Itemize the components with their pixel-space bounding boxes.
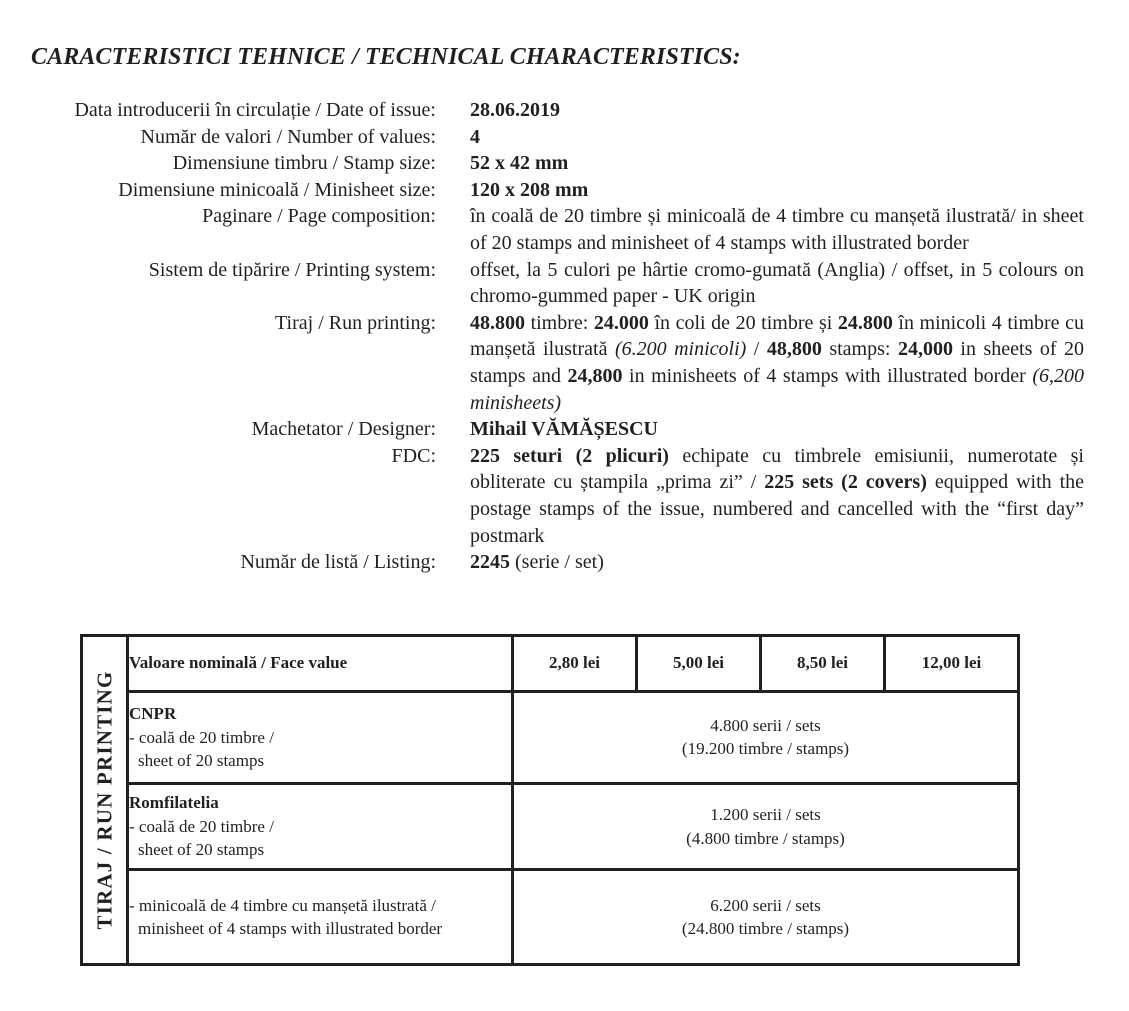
spec-value: 48.800 timbre: 24.000 în coli de 20 timbre și 24.800 în minicoli 4 timbre cu manșetă ilustrată (6.200 minicoli) / 48,800 stamps: 24,000 in sheets of 20 stamps and 24,800 in minisheets of 4 stamps with illustrated border (6,200 minisheets) (470, 311, 1084, 414)
technical-specs (0, 97, 1129, 576)
spec-value: 52 x 42 mm (470, 152, 569, 175)
price-cell: 2,80 lei (513, 636, 637, 692)
quantity-sets: 6.200 serii / sets (710, 895, 821, 915)
quantity-stamps: (24.800 timbre / stamps) (681, 919, 850, 939)
face-value-header: Valoare nominală / Face value (128, 636, 513, 692)
table-row (82, 691, 1019, 784)
run-printing-table (80, 634, 1020, 966)
distributor-line: sheet of 20 stamps (138, 751, 265, 771)
quantity-stamps: (19.200 timbre / stamps) (681, 739, 850, 759)
spec-value: 225 seturi (2 plicuri) echipate cu timbrele emisiunii, numerotate și obliterate cu ștampila „prima zi” / 225 sets (2 covers) equipped with the postage stamps of the issue, numbered and cancelled with the “first day” postmark (470, 444, 1084, 547)
spec-stamp-size (0, 150, 1129, 177)
spec-printing-system (0, 257, 1129, 310)
page-title: CARACTERISTICI TEHNICE / TECHNICAL CHARACTERISTICS: (31, 44, 741, 70)
spec-page-composition (0, 203, 1129, 256)
spec-label: FDC: (391, 444, 436, 467)
spec-minisheet-size (0, 177, 1129, 204)
spec-value: offset, la 5 culori pe hârtie cromo-gumată (Anglia) / offset, in 5 colours on chromo-gummed paper - UK origin (470, 258, 1084, 308)
distributor-cell (128, 691, 513, 784)
spec-label: Dimensiune minicoală / Minisheet size: (118, 178, 436, 201)
spec-designer (0, 416, 1129, 443)
quantity-sets: 4.800 serii / sets (710, 715, 821, 735)
quantity-stamps: (4.800 timbre / stamps) (686, 828, 845, 848)
distributor-cell (128, 784, 513, 870)
table-row (82, 784, 1019, 870)
quantity-cell (513, 870, 1019, 965)
distributor-line: - coală de 20 timbre / (129, 816, 274, 836)
distributor-line: sheet of 20 stamps (138, 840, 265, 860)
distributor-line: - coală de 20 timbre / (129, 727, 274, 747)
distributor-name: CNPR (129, 704, 177, 724)
spec-label: Machetator / Designer: (251, 418, 436, 441)
distributor-line: - minicoală de 4 timbre cu manșetă ilustrată / (129, 895, 436, 915)
spec-label: Tiraj / Run printing: (275, 311, 436, 334)
spec-date-of-issue (0, 97, 1129, 124)
quantity-cell (513, 691, 1019, 784)
price-cell: 8,50 lei (761, 636, 885, 692)
spec-value: 28.06.2019 (470, 99, 560, 121)
spec-value: în coală de 20 timbre și minicoală de 4 timbre cu manșetă ilustrată/ in sheet of 20 stamps and minisheet of 4 stamps with illustrated border (470, 205, 1084, 254)
spec-label: Număr de valori / Number of values: (140, 125, 436, 148)
price-cell: 12,00 lei (885, 636, 1019, 692)
distributor-name: Romfilatelia (129, 793, 219, 813)
spec-label: Număr de listă / Listing: (240, 551, 436, 574)
spec-label: Paginare / Page composition: (202, 205, 436, 228)
spec-label: Data introducerii în circulație / Date of issue: (74, 99, 436, 121)
run-printing-side-label (82, 636, 128, 965)
spec-listing (0, 549, 1129, 576)
spec-value: Mihail VĂMĂȘESCU (470, 418, 658, 441)
spec-value: 2245 (serie / set) (470, 551, 604, 574)
table-header-row (82, 636, 1019, 692)
distributor-cell (128, 870, 513, 965)
spec-number-of-values (0, 124, 1129, 151)
spec-label: Dimensiune timbru / Stamp size: (172, 152, 436, 175)
spec-label: Sistem de tipărire / Printing system: (148, 258, 436, 281)
distributor-line: minisheet of 4 stamps with illustrated border (138, 919, 443, 939)
table-row (82, 870, 1019, 965)
side-label-text: TIRAJ / RUN PRINTING (92, 670, 116, 930)
spec-value: 4 (470, 125, 480, 148)
price-cell: 5,00 lei (637, 636, 761, 692)
quantity-sets: 1.200 serii / sets (710, 805, 821, 825)
quantity-cell (513, 784, 1019, 870)
spec-fdc (0, 443, 1129, 549)
spec-value: 120 x 208 mm (470, 178, 589, 201)
spec-run-printing (0, 310, 1129, 416)
